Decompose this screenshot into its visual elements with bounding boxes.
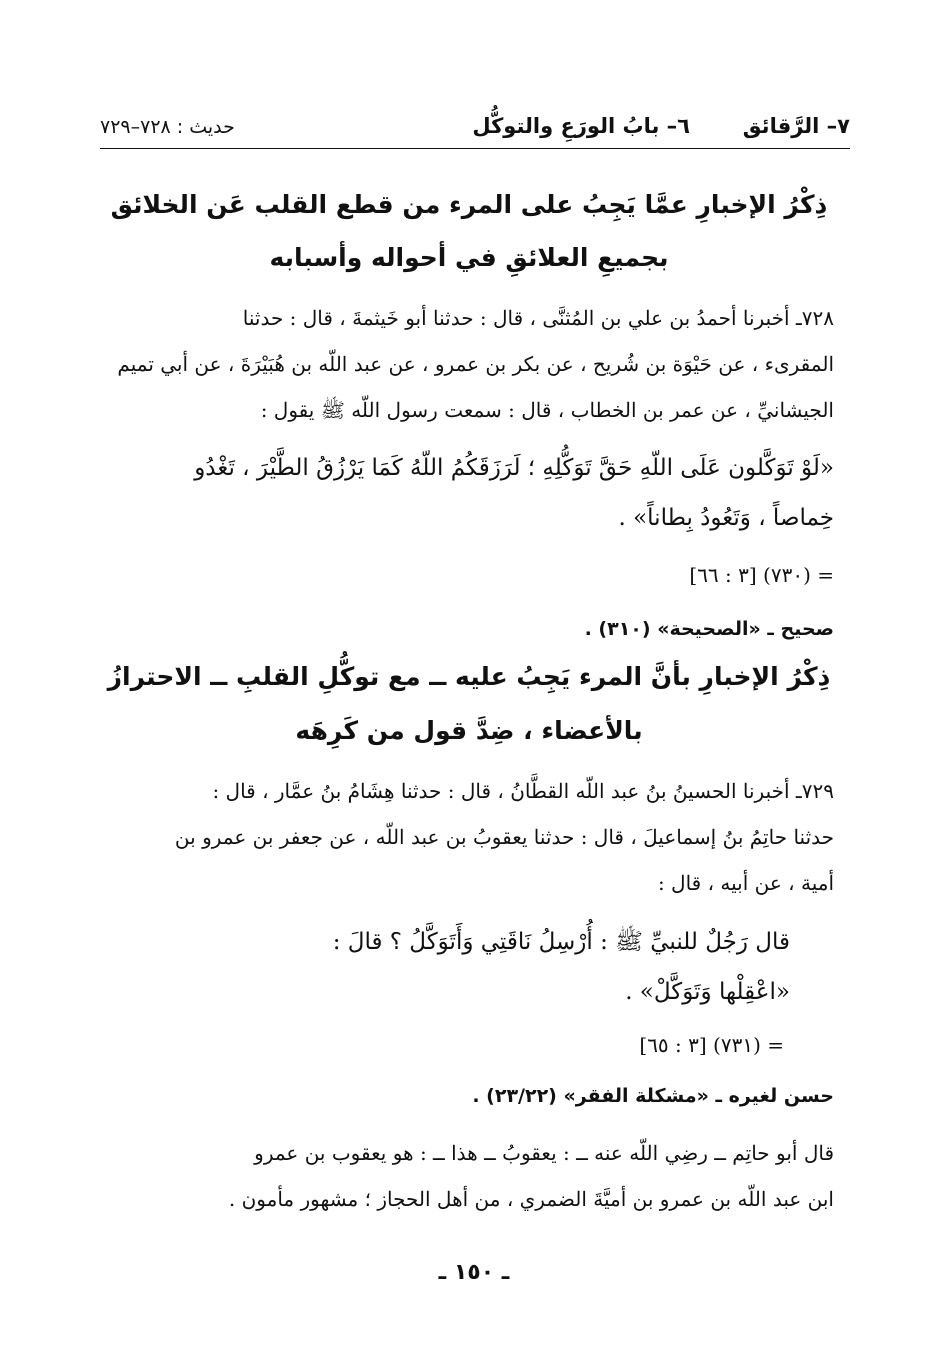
- heading-2-line-1: ذِكْرُ الإخبارِ بأنَّ المرء يَجِبُ عليه ــ مع توكُّلِ القلبِ ــ الاحترازُ: [107, 662, 831, 691]
- matn-line: خِماصاً ، وَتَعُودُ بِطاناً» .: [618, 505, 834, 531]
- isnad-line: الجيشانيِّ ، عن عمر بن الخطاب ، قال : سمعت رسول اللّه ﷺ يقول :: [260, 398, 834, 422]
- note-line: ابن عبد اللّه بن عمرو بن أميَّةَ الضمري ، من أهل الحجاز ؛ مشهور مأمون .: [228, 1187, 834, 1211]
- page-number: ـ ١٥٠ ـ: [438, 1260, 510, 1285]
- hadith-729-matn: [110, 917, 790, 1017]
- isnad-line: ٧٢٩ـ أخبرنا الحسينُ بنُ عبد اللّه القطَّانُ ، قال : حدثنا هِشَامُ بنُ عمَّار ، قال :: [212, 779, 834, 803]
- hadith-729-reference: [104, 1022, 834, 1068]
- header-section: ٧– الرَّقائق: [742, 114, 850, 138]
- hadith-728-isnad: [104, 295, 834, 433]
- header-hadith-range: حديث : ٧٢٨–٧٢٩: [100, 116, 235, 138]
- reference-text: = (٧٣٠) [٣ : ٦٦]: [689, 563, 834, 587]
- heading-1-line-1: ذِكْرُ الإخبارِ عمَّا يَجِبُ على المرء من قطع القلب عَن الخلائق: [110, 190, 828, 219]
- hadith-729-grade: حسن لغيره ـ «مشكلة الفقر» (٢٣/٢٢) .: [472, 1085, 834, 1107]
- reference-text: = (٧٣١) [٣ : ٦٥]: [639, 1033, 784, 1057]
- hadith-729-note: [104, 1130, 834, 1222]
- running-header: [100, 108, 850, 148]
- heading-1-line-2: بجميعِ العلائقِ في أحواله وأسبابه: [269, 243, 669, 272]
- header-rule: [100, 148, 850, 149]
- matn-line: «لَوْ تَوَكَّلون عَلَى اللّهِ حَقَّ تَوَكُّلِهِ ؛ لَرَزَقَكُمُ اللّهُ كَمَا يَرْزُقُ الطَّيْرَ ، تَغْدُو: [194, 455, 834, 481]
- heading-2-line-2: بالأعضاء ، ضِدَّ قول من كَرِهَه: [295, 716, 643, 745]
- isnad-line: المقرىء ، عن حَيْوَة بن شُريح ، عن بكر بن عمرو ، عن عبد اللّه بن هُبَيْرَةَ ، عن أبي تميم: [117, 352, 834, 376]
- hadith-728-grade: صحيح ـ «الصحيحة» (٣١٠) .: [584, 618, 834, 640]
- hadith-729-isnad: [104, 768, 834, 906]
- header-chapter: ٦– بابُ الورَعِ والتوكُّل: [472, 114, 690, 138]
- isnad-line: حدثنا حاتِمُ بنُ إسماعيلَ ، قال : حدثنا يعقوبُ بن عبد اللّه ، عن جعفر بن عمرو بن: [174, 825, 834, 849]
- matn-line: «اعْقِلْها وَتَوَكَّلْ» .: [625, 979, 790, 1005]
- note-line: قال أبو حاتِم ــ رضِي اللّه عنه ــ : يعقوبُ ــ هذا ــ : هو يعقوب بن عمرو: [254, 1141, 834, 1165]
- isnad-line: ٧٢٨ـ أخبرنا أحمدُ بن علي بن المُثنَّى ، قال : حدثنا أبو خَيثمةَ ، قال : حدثنا: [242, 306, 834, 330]
- isnad-line: أمية ، عن أبيه ، قال :: [657, 871, 834, 895]
- hadith-728-reference: [104, 552, 834, 598]
- hadith-728-matn: [104, 443, 834, 543]
- matn-line: قال رَجُلٌ للنبيِّ ﷺ : أُرْسِلُ نَاقَتِي وَأَتَوَكَّلُ ؟ قالَ :: [332, 929, 790, 955]
